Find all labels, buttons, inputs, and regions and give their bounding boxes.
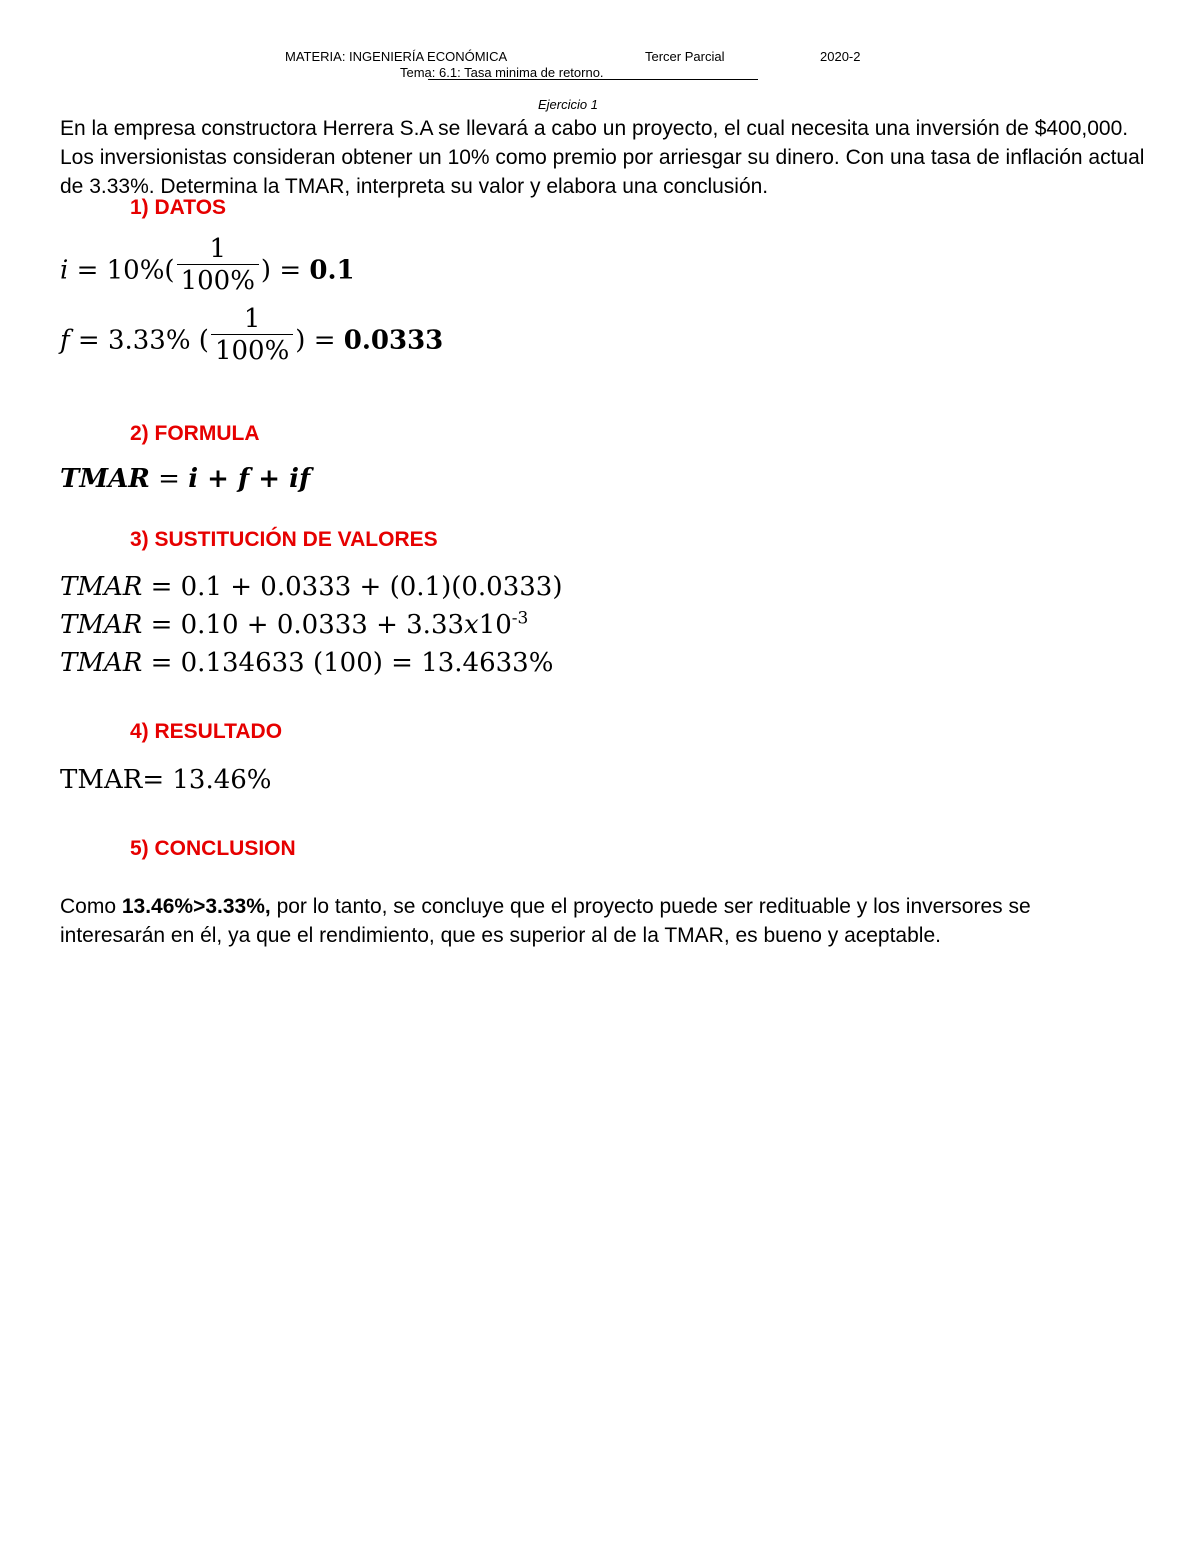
topic-line: [400, 65, 604, 80]
substitution-1-rhs: = 0.1 + 0.0333 + (0.1)(0.0333): [142, 572, 563, 602]
section-sustitucion-heading: 3) SUSTITUCIÓN DE VALORES: [130, 528, 438, 551]
fraction-f-denominator: 100%: [211, 334, 293, 367]
formula-equation: [60, 464, 310, 494]
substitution-2-x: x: [464, 610, 479, 640]
fraction-i-denominator: 100%: [177, 264, 259, 297]
substitution-3-rhs: = 0.134633 (100) = 13.4633%: [142, 648, 554, 678]
fraction-i-numerator: 1: [209, 234, 227, 264]
section-datos-heading: 1) DATOS: [130, 196, 227, 219]
substitution-2-lhs: TMAR: [60, 610, 143, 640]
i-lhs: = 10%(: [68, 255, 175, 286]
substitution-line-2: [60, 610, 528, 640]
substitution-2-base: 10: [478, 610, 512, 640]
substitution-1-lhs: TMAR: [60, 572, 143, 602]
subject-label: MATERIA: INGENIERÍA ECONÓMICA: [285, 49, 508, 64]
section-conclusion-heading: 5) CONCLUSION: [130, 837, 296, 860]
substitution-line-1: [60, 572, 563, 602]
var-i: i: [60, 255, 69, 286]
i-result: 0.1: [309, 255, 355, 286]
result-label: TMAR=: [60, 765, 165, 795]
f-mid: ) =: [295, 325, 344, 356]
fraction-f-numerator: 1: [243, 304, 261, 334]
equation-i: [60, 234, 355, 303]
fraction-i: [177, 234, 259, 297]
substitution-3-lhs: TMAR: [60, 648, 143, 678]
exercise-title: Ejercicio 1: [538, 97, 598, 112]
section-resultado-heading: 4) RESULTADO: [130, 720, 283, 743]
partial-label: Tercer Parcial: [645, 49, 725, 64]
result-value: 13.46%: [164, 765, 272, 795]
topic-underline: [428, 79, 758, 80]
f-result: 0.0333: [343, 325, 444, 356]
i-mid: ) =: [260, 255, 310, 286]
conclusion-paragraph: [60, 892, 1130, 950]
substitution-line-3: [60, 648, 553, 678]
exercise-statement: En la empresa constructora Herrera S.A se llevará a cabo un proyecto, el cual necesita una inversión de $400,000. Los inversionistas consideran obtener un 10% como premio por arriesgar su dinero. Con una tasa de inflación actual de 3.33%. Determina la TMAR, interpreta su valor y elabora una conclusión.: [60, 117, 1145, 198]
topic-value: 6.1: Tasa minima de retorno.: [439, 65, 604, 80]
substitution-2-exponent: -3: [511, 608, 529, 629]
substitution-2-rhs: = 0.10 + 0.0333 + 3.33: [142, 610, 465, 640]
period-label: 2020-2: [820, 49, 861, 64]
formula-lhs: TMAR: [60, 464, 150, 494]
formula-eq: =: [149, 464, 189, 494]
fraction-f: [211, 304, 293, 367]
conclusion-prefix: Como: [60, 895, 122, 918]
var-f: f: [60, 325, 70, 356]
f-lhs: = 3.33% (: [69, 325, 209, 356]
formula-rhs: i + f + if: [188, 464, 311, 494]
topic-label: Tema:: [400, 65, 436, 80]
conclusion-comparison: 13.46%>3.33%,: [121, 895, 271, 918]
equation-f: [60, 304, 444, 373]
conclusion-text: por lo tanto, se concluye que el proyecto puede ser redituable y los inversores se interesarán en él, ya que el rendimiento, que es superior al de la TMAR, es bueno y aceptable.: [60, 895, 1031, 947]
section-formula-heading: 2) FORMULA: [130, 422, 260, 445]
result-line: [60, 765, 272, 795]
